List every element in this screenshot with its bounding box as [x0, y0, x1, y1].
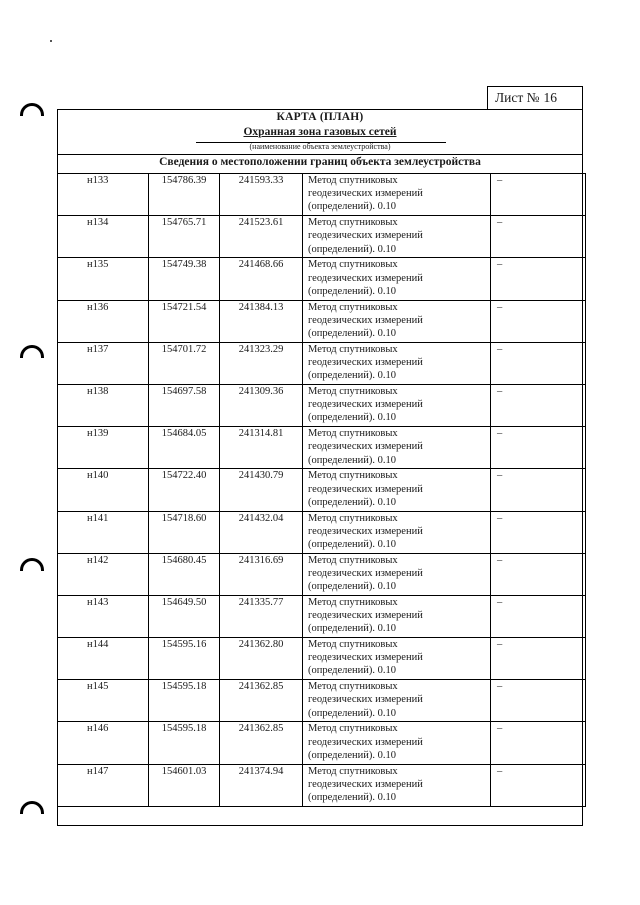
method-text-line: Метод спутниковых	[308, 175, 398, 186]
method-cell	[303, 764, 491, 806]
table-row	[58, 216, 586, 258]
point-id-cell: н143	[58, 595, 149, 637]
sheet-number-box	[487, 86, 583, 110]
method-text-line: Метод спутниковых	[308, 596, 398, 608]
method-text-line: Метод спутниковых	[308, 765, 398, 777]
coord-x-cell: 154749.38	[149, 258, 220, 300]
coord-x-cell: 154718.60	[149, 511, 220, 553]
table-row	[58, 300, 586, 342]
method-text-line: (определений). 0.10	[308, 538, 397, 550]
coord-x-cell: 154701.72	[149, 342, 220, 384]
coord-x-cell: 154680.45	[149, 553, 220, 595]
method-text-line: геодезических измерений	[308, 694, 423, 706]
method-cell	[303, 216, 491, 258]
point-id-cell: н135	[58, 258, 149, 300]
coord-y-cell: 241468.66	[220, 258, 303, 300]
method-cell	[303, 258, 491, 300]
method-text-line: (определений). 0.10	[308, 285, 397, 297]
binder-hole-mark	[20, 345, 44, 358]
description-cell: –	[491, 258, 586, 300]
method-text-line: (определений). 0.10	[308, 412, 397, 424]
coord-x-cell: 154595.18	[149, 680, 220, 722]
binder-hole-mark	[20, 103, 44, 116]
method-text-line: геодезических измерений	[308, 652, 423, 664]
binder-hole-mark	[20, 558, 44, 571]
coord-y-cell: 241362.85	[220, 722, 303, 764]
description-cell: –	[491, 300, 586, 342]
document-title: КАРТА (ПЛАН)	[276, 111, 364, 123]
method-text-line: геодезических измерений	[308, 567, 423, 579]
coord-y-cell: 241309.36	[220, 384, 303, 426]
method-text-line: Метод спутниковых	[308, 639, 398, 651]
description-cell: –	[491, 342, 586, 384]
object-caption: (наименование объекта землеустройства)	[249, 142, 391, 151]
table-row	[58, 427, 586, 469]
method-text-line: Метод спутниковых	[308, 681, 398, 693]
method-cell	[303, 174, 491, 216]
header-divider	[57, 154, 583, 155]
method-text-line: (определений). 0.10	[308, 749, 397, 761]
boundary-points-table	[57, 173, 586, 807]
method-text-line: геодезических измерений	[308, 483, 423, 495]
coord-y-cell: 241523.61	[220, 216, 303, 258]
table-row	[58, 469, 586, 511]
method-text-line: Метод спутниковых	[308, 554, 398, 566]
point-id-cell: н141	[58, 511, 149, 553]
method-text-line: Метод спутниковых	[308, 259, 398, 271]
table-row	[58, 174, 586, 216]
description-cell: –	[491, 216, 586, 258]
point-id-cell: н139	[58, 427, 149, 469]
method-text-line: геодезических измерений	[308, 736, 423, 748]
method-cell	[303, 722, 491, 764]
description-cell: –	[491, 553, 586, 595]
method-cell	[303, 680, 491, 722]
method-text-line: (определений). 0.10	[308, 370, 397, 382]
coord-y-cell: 241362.80	[220, 638, 303, 680]
table-row	[58, 722, 586, 764]
method-text-line: геодезических измерений	[308, 272, 423, 284]
point-id-cell: н137	[58, 342, 149, 384]
object-name: Охранная зона газовых сетей	[243, 126, 397, 138]
table-row	[58, 680, 586, 722]
coord-y-cell: 241362.85	[220, 680, 303, 722]
point-id-cell: н138	[58, 384, 149, 426]
description-cell: –	[491, 722, 586, 764]
method-cell	[303, 511, 491, 553]
method-text-line: (определений). 0.10	[308, 201, 397, 213]
method-text-line: (определений). 0.10	[308, 327, 397, 339]
sheet-number: 16	[543, 90, 558, 105]
method-text-line: (определений). 0.10	[308, 707, 397, 719]
description-cell: –	[491, 595, 586, 637]
coord-x-cell: 154721.54	[149, 300, 220, 342]
method-text-line: Метод спутниковых	[308, 301, 398, 313]
coord-x-cell: 154601.03	[149, 764, 220, 806]
coord-y-cell: 241314.81	[220, 427, 303, 469]
table-row	[58, 511, 586, 553]
method-text-line: геодезических измерений	[308, 778, 423, 790]
method-text-line: (определений). 0.10	[308, 454, 397, 466]
description-cell: –	[491, 638, 586, 680]
description-cell: –	[491, 174, 586, 216]
method-text-line: (определений). 0.10	[308, 665, 397, 677]
method-text-line: (определений). 0.10	[308, 792, 397, 804]
method-text-line: Метод спутниковых	[308, 385, 398, 397]
point-id-cell: н140	[58, 469, 149, 511]
coord-x-cell: 154786.39	[149, 174, 220, 216]
method-cell	[303, 595, 491, 637]
method-text-line: геодезических измерений	[308, 314, 423, 326]
coord-x-cell: 154684.05	[149, 427, 220, 469]
table-row	[58, 638, 586, 680]
description-cell: –	[491, 427, 586, 469]
method-text-line: геодезических измерений	[308, 441, 423, 453]
coord-x-cell: 154697.58	[149, 384, 220, 426]
coord-y-cell: 241432.04	[220, 511, 303, 553]
coord-y-cell: 241593.33	[220, 174, 303, 216]
method-text-line: геодезических измерений	[308, 230, 423, 242]
table-row	[58, 595, 586, 637]
method-cell	[303, 638, 491, 680]
method-cell	[303, 553, 491, 595]
coord-x-cell: 154595.18	[149, 722, 220, 764]
description-cell: –	[491, 384, 586, 426]
table-row	[58, 764, 586, 806]
coord-y-cell: 241335.77	[220, 595, 303, 637]
method-text-line: геодезических измерений	[308, 399, 423, 411]
point-id-cell: н146	[58, 722, 149, 764]
scan-speck	[50, 40, 52, 42]
point-id-cell: н144	[58, 638, 149, 680]
method-text-line: геодезических измерений	[308, 610, 423, 622]
point-id-cell: н142	[58, 553, 149, 595]
method-text-line: Метод спутниковых	[308, 512, 398, 524]
table-row	[58, 258, 586, 300]
method-text-line: Метод спутниковых	[308, 217, 398, 229]
method-cell	[303, 384, 491, 426]
method-text-line: (определений). 0.10	[308, 243, 397, 255]
description-cell: –	[491, 764, 586, 806]
method-text-line: Метод спутниковых	[308, 343, 398, 355]
coord-y-cell: 241384.13	[220, 300, 303, 342]
coord-x-cell: 154765.71	[149, 216, 220, 258]
point-id-cell: н136	[58, 300, 149, 342]
method-text-line: геодезических измерений	[308, 356, 423, 368]
method-text-line: (определений). 0.10	[308, 496, 397, 508]
method-text-line: Метод спутниковых	[308, 470, 398, 482]
description-cell: –	[491, 469, 586, 511]
method-text-line: Метод спутниковых	[308, 428, 398, 440]
table-row	[58, 342, 586, 384]
coord-x-cell: 154595.16	[149, 638, 220, 680]
coord-y-cell: 241323.29	[220, 342, 303, 384]
point-id-cell: н147	[58, 764, 149, 806]
sheet-label: Лист №	[495, 90, 540, 105]
description-cell: –	[491, 511, 586, 553]
coord-y-cell: 241374.94	[220, 764, 303, 806]
coord-x-cell: 154722.40	[149, 469, 220, 511]
section-title: Сведения о местоположении границ объекта землеустройства	[159, 156, 481, 168]
method-text-line: (определений). 0.10	[308, 581, 397, 593]
point-id-cell: н134	[58, 216, 149, 258]
method-text-line: геодезических измерений	[308, 525, 423, 537]
method-cell	[303, 427, 491, 469]
method-text-line: (определений). 0.10	[308, 623, 397, 635]
coord-x-cell: 154649.50	[149, 595, 220, 637]
point-id-cell: н145	[58, 680, 149, 722]
coord-y-cell: 241316.69	[220, 553, 303, 595]
description-cell: –	[491, 680, 586, 722]
method-cell	[303, 300, 491, 342]
method-cell	[303, 342, 491, 384]
method-text-line: Метод спутниковых	[308, 723, 398, 735]
point-id-cell: н133	[58, 174, 149, 216]
coord-y-cell: 241430.79	[220, 469, 303, 511]
binder-hole-mark	[20, 801, 44, 814]
table-row	[58, 553, 586, 595]
method-cell	[303, 469, 491, 511]
method-text-line: геодезических измерений	[308, 188, 423, 200]
table-row	[58, 384, 586, 426]
